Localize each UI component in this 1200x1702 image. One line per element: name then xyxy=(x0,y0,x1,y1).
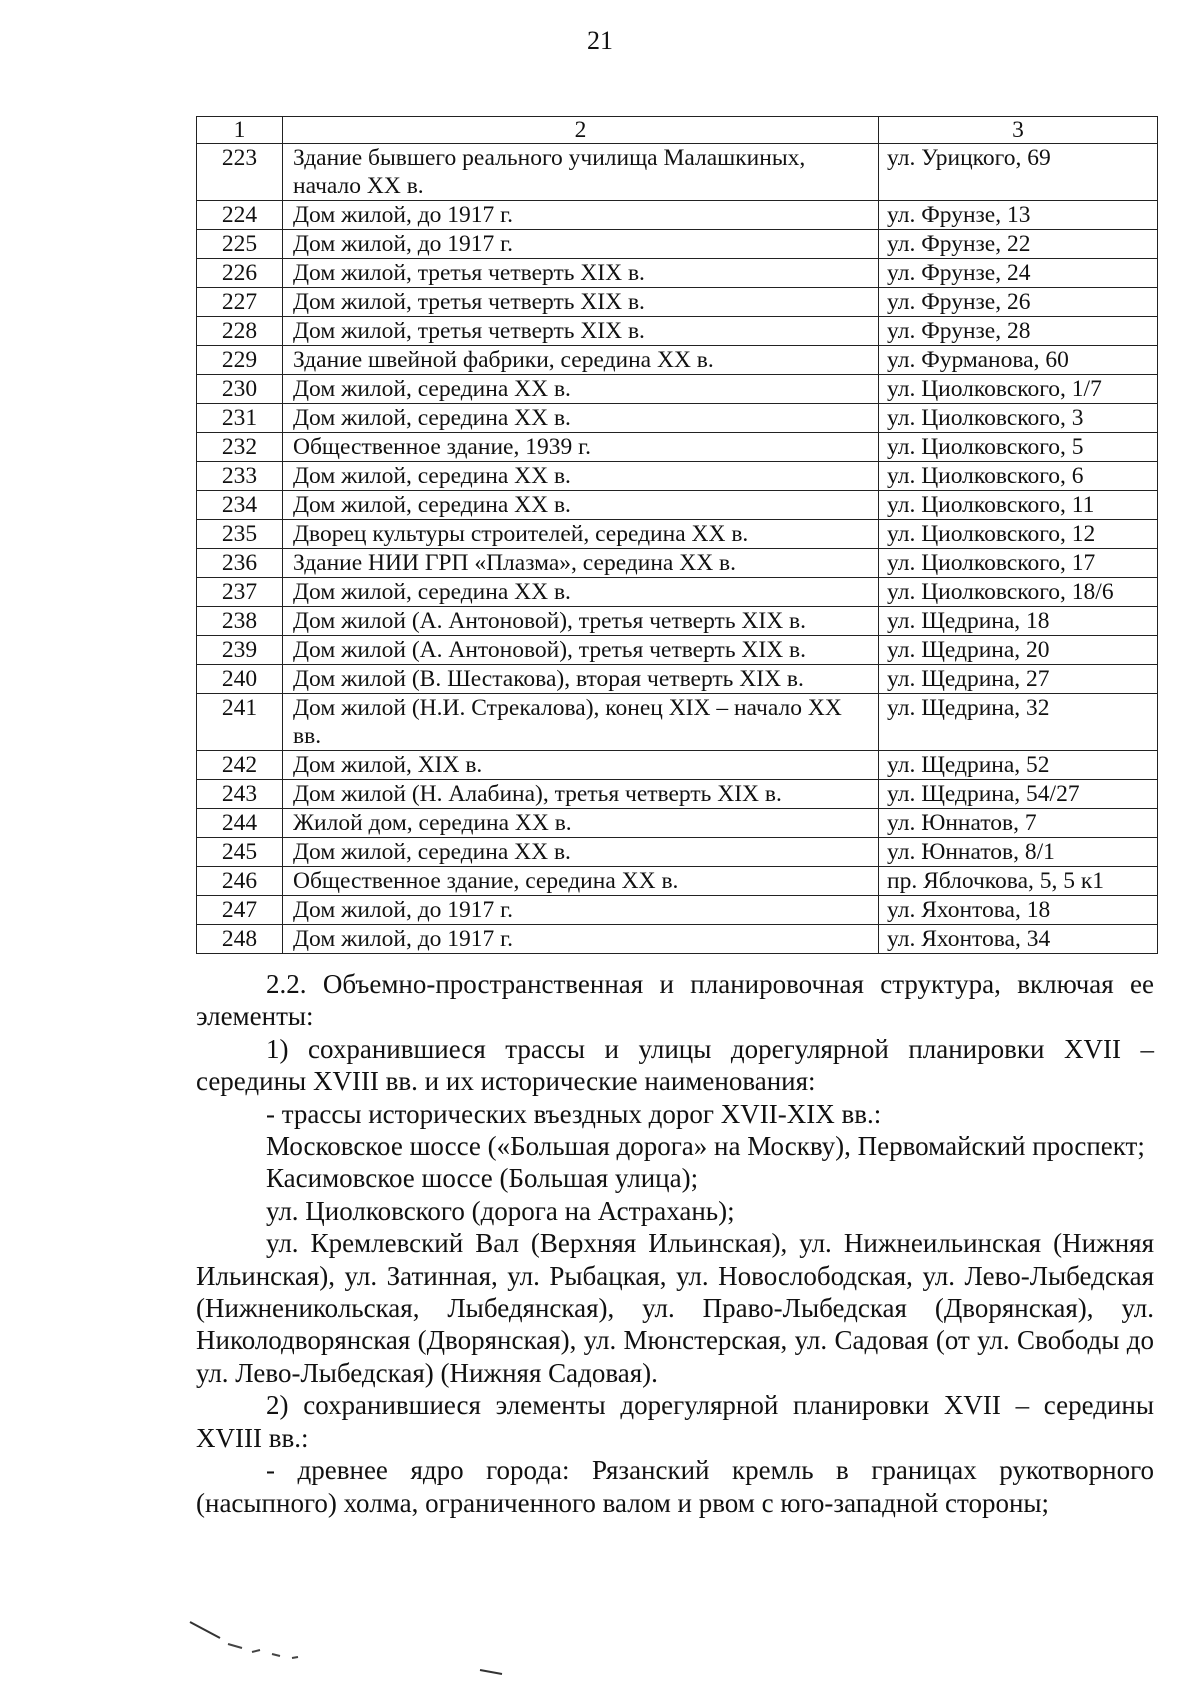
object-name: Дом жилой, середина XX в. xyxy=(283,404,879,433)
table-row xyxy=(197,433,1158,462)
object-address: ул. Фрунзе, 26 xyxy=(879,288,1158,317)
object-address: ул. Яхонтова, 34 xyxy=(879,925,1158,954)
row-number: 236 xyxy=(197,549,283,578)
table-row xyxy=(197,288,1158,317)
object-address: ул. Урицкого, 69 xyxy=(879,144,1158,201)
object-address: ул. Циолковского, 17 xyxy=(879,549,1158,578)
table-row xyxy=(197,896,1158,925)
object-name: Здание НИИ ГРП «Плазма», середина XX в. xyxy=(283,549,879,578)
object-name: Общественное здание, середина XX в. xyxy=(283,867,879,896)
row-number: 224 xyxy=(197,201,283,230)
row-number: 238 xyxy=(197,607,283,636)
object-address: ул. Щедрина, 32 xyxy=(879,694,1158,751)
monuments-table xyxy=(196,116,1158,954)
table-header-row xyxy=(197,117,1158,144)
object-address: ул. Циолковского, 12 xyxy=(879,520,1158,549)
row-number: 243 xyxy=(197,780,283,809)
row-number: 226 xyxy=(197,259,283,288)
row-number: 223 xyxy=(197,144,283,201)
object-name: Жилой дом, середина XX в. xyxy=(283,809,879,838)
table-row xyxy=(197,317,1158,346)
object-address: ул. Фрунзе, 28 xyxy=(879,317,1158,346)
object-address: ул. Щедрина, 54/27 xyxy=(879,780,1158,809)
paragraph: - трассы исторических въездных дорог XVII-XIX вв.: xyxy=(266,1098,882,1129)
table-row xyxy=(197,549,1158,578)
table-row xyxy=(197,346,1158,375)
object-name: Дом жилой, до 1917 г. xyxy=(283,925,879,954)
object-name: Дом жилой, третья четверть XIX в. xyxy=(283,259,879,288)
header-col-1: 1 xyxy=(197,117,283,144)
object-address: ул. Циолковского, 3 xyxy=(879,404,1158,433)
object-name: Дом жилой (Н.И. Стрекалова), конец XIX – начало XX вв. xyxy=(283,694,879,751)
row-number: 235 xyxy=(197,520,283,549)
table-row xyxy=(197,144,1158,201)
object-address: ул. Циолковского, 6 xyxy=(879,462,1158,491)
object-address: ул. Фрунзе, 22 xyxy=(879,230,1158,259)
table-row xyxy=(197,867,1158,896)
table-row xyxy=(197,578,1158,607)
row-number: 234 xyxy=(197,491,283,520)
page-number: 21 xyxy=(587,26,613,55)
object-name: Общественное здание, 1939 г. xyxy=(283,433,879,462)
row-number: 233 xyxy=(197,462,283,491)
table-row xyxy=(197,404,1158,433)
object-address: ул. Щедрина, 27 xyxy=(879,665,1158,694)
object-name: Дом жилой, середина XX в. xyxy=(283,375,879,404)
paragraph: ул. Циолковского (дорога на Астрахань); xyxy=(266,1195,735,1226)
object-address: ул. Циолковского, 18/6 xyxy=(879,578,1158,607)
object-name: Дом жилой, середина XX в. xyxy=(283,491,879,520)
object-name: Дом жилой, до 1917 г. xyxy=(283,230,879,259)
scan-smudge-marks xyxy=(180,1600,1080,1690)
object-address: ул. Щедрина, 20 xyxy=(879,636,1158,665)
object-address: ул. Юннатов, 8/1 xyxy=(879,838,1158,867)
row-number: 244 xyxy=(197,809,283,838)
table-row xyxy=(197,375,1158,404)
object-name: Здание швейной фабрики, середина XX в. xyxy=(283,346,879,375)
row-number: 241 xyxy=(197,694,283,751)
object-name: Дом жилой (В. Шестакова), вторая четверть XIX в. xyxy=(283,665,879,694)
table-row xyxy=(197,838,1158,867)
header-col-2: 2 xyxy=(283,117,879,144)
row-number: 248 xyxy=(197,925,283,954)
body-text xyxy=(196,968,1154,1519)
table-row xyxy=(197,925,1158,954)
row-number: 242 xyxy=(197,751,283,780)
table-row xyxy=(197,607,1158,636)
paragraph: Московское шоссе («Большая дорога» на Москву), Первомайский проспект; xyxy=(266,1131,1145,1162)
paragraph: 1) сохранившиеся трассы и улицы дорегулярной планировки XVII – середины XVIII вв. и их исторические наименования: xyxy=(196,1033,1154,1097)
table-row xyxy=(197,462,1158,491)
object-name: Дом жилой, середина XX в. xyxy=(283,838,879,867)
table-row xyxy=(197,520,1158,549)
row-number: 240 xyxy=(197,665,283,694)
object-name: Дом жилой, третья четверть XIX в. xyxy=(283,317,879,346)
row-number: 232 xyxy=(197,433,283,462)
table-row xyxy=(197,491,1158,520)
object-name: Дом жилой, третья четверть XIX в. xyxy=(283,288,879,317)
object-name: Здание бывшего реального училища Малашкиных, начало XX в. xyxy=(283,144,879,201)
paragraph: ул. Кремлевский Вал (Верхняя Ильинская), ул. Нижнеильинская (Нижняя Ильинская), ул. Затинная, ул. Рыбацкая, ул. Новослободская, ул. Лево-Лыбедская (Нижненикольская, Лыбедянская), ул. Право-Лыбедская (Дворянская), ул. Николодворянская (Дворянская), ул. Мюнстерская, ул. Садовая (от ул. Свободы до ул. Лево-Лыбедская) (Нижняя Садовая). xyxy=(196,1228,1154,1388)
paragraph: 2) сохранившиеся элементы дорегулярной планировки XVII – середины XVIII вв.: xyxy=(196,1390,1154,1453)
paragraph: - древнее ядро города: Рязанский кремль в границах рукотворного (насыпного) холма, ограниченного валом и рвом с юго-западной стороны; xyxy=(196,1455,1154,1518)
table-row xyxy=(197,780,1158,809)
object-address: ул. Яхонтова, 18 xyxy=(879,896,1158,925)
object-address: ул. Циолковского, 1/7 xyxy=(879,375,1158,404)
object-name: Дом жилой (А. Антоновой), третья четверть XIX в. xyxy=(283,607,879,636)
row-number: 228 xyxy=(197,317,283,346)
row-number: 237 xyxy=(197,578,283,607)
object-address: ул. Циолковского, 11 xyxy=(879,491,1158,520)
object-address: ул. Фурманова, 60 xyxy=(879,346,1158,375)
object-address: пр. Яблочкова, 5, 5 к1 xyxy=(879,867,1158,896)
object-name: Дом жилой, XIX в. xyxy=(283,751,879,780)
object-address: ул. Фрунзе, 13 xyxy=(879,201,1158,230)
row-number: 230 xyxy=(197,375,283,404)
object-name: Дом жилой (А. Антоновой), третья четверть XIX в. xyxy=(283,636,879,665)
row-number: 239 xyxy=(197,636,283,665)
table-row xyxy=(197,694,1158,751)
row-number: 245 xyxy=(197,838,283,867)
row-number: 229 xyxy=(197,346,283,375)
object-address: ул. Фрунзе, 24 xyxy=(879,259,1158,288)
row-number: 227 xyxy=(197,288,283,317)
object-name: Дом жилой, середина XX в. xyxy=(283,462,879,491)
table-row xyxy=(197,751,1158,780)
paragraph: 2.2. Объемно-пространственная и планировочная структура, включая ее элементы: xyxy=(196,969,1154,1032)
table-row xyxy=(197,259,1158,288)
table-row xyxy=(197,809,1158,838)
table-row xyxy=(197,636,1158,665)
table-row xyxy=(197,201,1158,230)
object-name: Дом жилой, середина XX в. xyxy=(283,578,879,607)
table-row xyxy=(197,230,1158,259)
object-address: ул. Юннатов, 7 xyxy=(879,809,1158,838)
object-address: ул. Щедрина, 18 xyxy=(879,607,1158,636)
object-address: ул. Циолковского, 5 xyxy=(879,433,1158,462)
table-row xyxy=(197,665,1158,694)
header-col-3: 3 xyxy=(879,117,1158,144)
row-number: 247 xyxy=(197,896,283,925)
row-number: 231 xyxy=(197,404,283,433)
object-name: Дворец культуры строителей, середина XX в. xyxy=(283,520,879,549)
row-number: 246 xyxy=(197,867,283,896)
object-name: Дом жилой, до 1917 г. xyxy=(283,201,879,230)
paragraph: Касимовское шоссе (Большая улица); xyxy=(266,1163,699,1194)
object-name: Дом жилой, до 1917 г. xyxy=(283,896,879,925)
object-address: ул. Щедрина, 52 xyxy=(879,751,1158,780)
row-number: 225 xyxy=(197,230,283,259)
object-name: Дом жилой (Н. Алабина), третья четверть XIX в. xyxy=(283,780,879,809)
